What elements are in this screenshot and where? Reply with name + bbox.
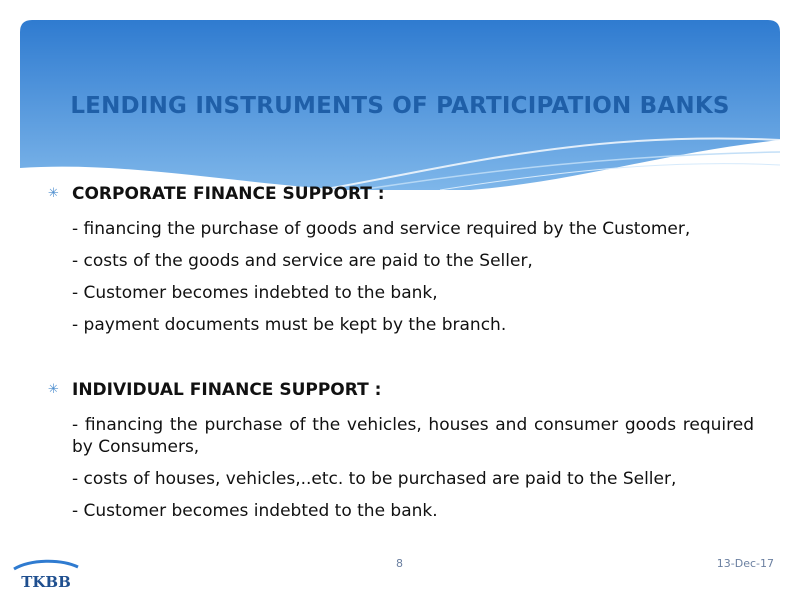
list-item: - costs of the goods and service are paid to the Seller, (72, 251, 533, 271)
corporate-heading: CORPORATE FINANCE SUPPORT : (72, 184, 385, 204)
slide-content (48, 180, 754, 546)
asterisk-bullet-icon: ✳ (48, 186, 59, 201)
corporate-section (48, 180, 754, 336)
list-item: - financing the purchase of the vehicles, houses and consumer goods required by Consumers, (72, 415, 754, 457)
list-item: - payment documents must be kept by the branch. (72, 315, 507, 335)
list-item: - Customer becomes indebted to the bank. (72, 501, 438, 521)
corporate-heading-row (48, 180, 754, 208)
list-item: - costs of houses, vehicles,..etc. to be purchased are paid to the Seller, (72, 469, 677, 489)
tkbb-logo (6, 555, 86, 597)
list-item: - financing the purchase of goods and service required by the Customer, (72, 219, 691, 239)
individual-section (48, 376, 754, 522)
asterisk-bullet-icon: ✳ (48, 382, 59, 397)
list-item: - Customer becomes indebted to the bank, (72, 283, 438, 303)
individual-heading: INDIVIDUAL FINANCE SUPPORT : (72, 380, 382, 400)
page-number: 8 (396, 557, 403, 570)
logo-text: TKBB (21, 573, 71, 591)
slide-date: 13-Dec-17 (716, 557, 774, 570)
individual-heading-row (48, 376, 754, 404)
slide-title: LENDING INSTRUMENTS OF PARTICIPATION BANKS (70, 93, 730, 119)
